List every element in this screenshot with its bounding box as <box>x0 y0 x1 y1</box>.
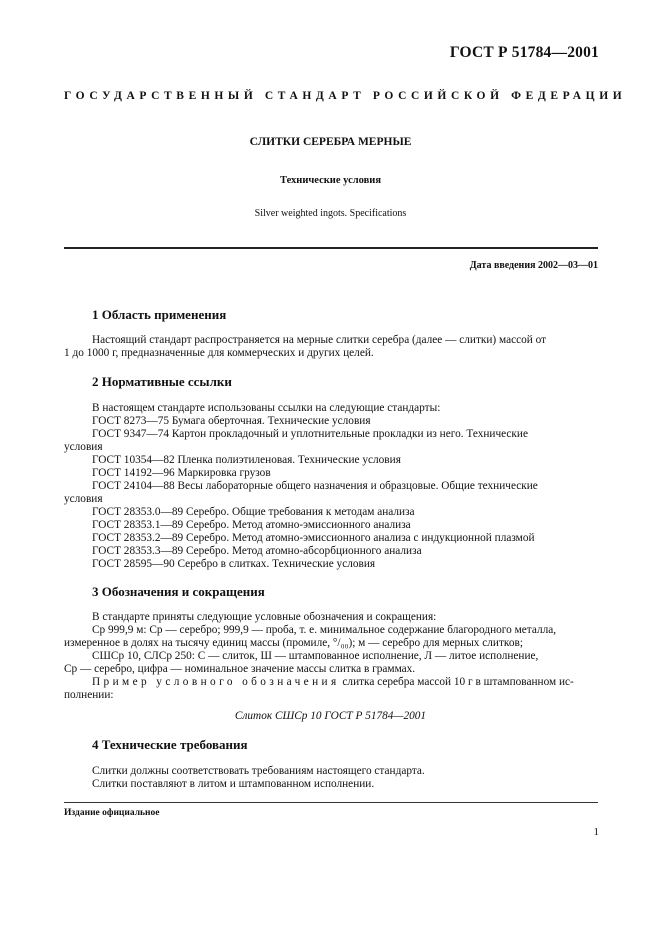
section-4-line: Слитки должны соответствовать требованиям настоящего стандарта. <box>92 765 425 777</box>
reference-item: ГОСТ 28353.3—89 Серебро. Метод атомно-абсорбционного анализа <box>92 545 422 557</box>
section-3-heading: 3 Обозначения и сокращения <box>92 584 265 599</box>
section-1-heading: 1 Область применения <box>92 307 227 322</box>
standard-title: СЛИТКИ СЕРЕБРА МЕРНЫЕ <box>249 136 412 148</box>
section-3-line: В стандарте приняты следующие условные обозначения и сокращения: <box>92 611 437 623</box>
section-3-body <box>64 611 598 702</box>
section-3-line: СШСр 10, СЛСр 250: С — слиток, Ш — штампованное исполнение, Л — литое исполнение, <box>92 650 539 662</box>
reference-item: условия <box>64 493 103 505</box>
reference-item: ГОСТ 24104—88 Весы лабораторные общего назначения и образцовые. Общие технические <box>92 480 538 492</box>
section-3-line: измеренное в долях на тысячу единиц массы (промиле, °/₀₀); м — серебро для мерных слитков; <box>64 637 523 649</box>
reference-item: ГОСТ 28353.0—89 Серебро. Общие требования к методам анализа <box>92 506 415 518</box>
document-number: ГОСТ Р 51784—2001 <box>449 44 599 61</box>
reference-item: ГОСТ 28595—90 Серебро в слитках. Технические условия <box>92 558 376 570</box>
reference-item: ГОСТ 8273—75 Бумага оберточная. Технические условия <box>92 415 371 427</box>
reference-item: ГОСТ 28353.1—89 Серебро. Метод атомно-эмиссионного анализа <box>92 519 411 531</box>
reference-item: ГОСТ 10354—82 Пленка полиэтиленовая. Технические условия <box>92 454 401 466</box>
standard-subtitle: Технические условия <box>279 175 382 186</box>
footer-rule <box>64 802 598 803</box>
section-4-body <box>64 765 598 791</box>
section-1-line: Настоящий стандарт распространяется на мерные слитки серебра (далее — слитки) массой от <box>92 334 547 346</box>
english-title: Silver weighted ingots. Specifications <box>254 208 407 219</box>
section-1-line: 1 до 1000 г, предназначенные для коммерческих и других целей. <box>64 347 374 359</box>
example-intro-text: слитка серебра массой 10 г в штампованном ис- <box>342 676 574 688</box>
section-3-line: Ср 999,9 м: Ср — серебро; 999,9 — проба, т. е. минимальное содержание благородного металла, <box>92 624 557 636</box>
section-3-line: Ср — серебро, цифра — номинальное значение массы слитка в граммах. <box>64 663 416 675</box>
example-intro-line <box>64 676 598 689</box>
reference-item: условия <box>64 441 103 453</box>
section-2-body <box>64 402 598 571</box>
reference-item: ГОСТ 14192—96 Маркировка грузов <box>92 467 271 479</box>
reference-item: ГОСТ 9347—74 Картон прокладочный и уплотнительные прокладки из него. Технические <box>92 428 528 440</box>
section-4-heading: 4 Технические требования <box>92 737 248 752</box>
section-1-body <box>64 334 598 360</box>
section-2-heading: 2 Нормативные ссылки <box>92 374 232 389</box>
reference-item: ГОСТ 28353.2—89 Серебро. Метод атомно-эмиссионного анализа с индукционной плазмой <box>92 532 535 544</box>
introduction-date: Дата введения 2002—03—01 <box>469 260 598 271</box>
example-label: Пример условного обозначения <box>92 676 340 688</box>
section-4-line: Слитки поставляют в литом и штампованном исполнении. <box>92 778 375 790</box>
designation-example: Слиток СШСр 10 ГОСТ Р 51784—2001 <box>234 710 427 722</box>
state-standard-title: ГОСУДАРСТВЕННЫЙ СТАНДАРТ РОССИЙСКОЙ ФЕДЕРАЦИИ <box>64 90 627 102</box>
page-number: 1 <box>593 826 599 838</box>
official-edition-label: Издание официальное <box>64 808 160 818</box>
example-intro-continuation: полнении: <box>64 689 114 701</box>
header-rule <box>64 247 598 249</box>
section-2-intro: В настоящем стандарте использованы ссылки на следующие стандарты: <box>92 402 441 414</box>
